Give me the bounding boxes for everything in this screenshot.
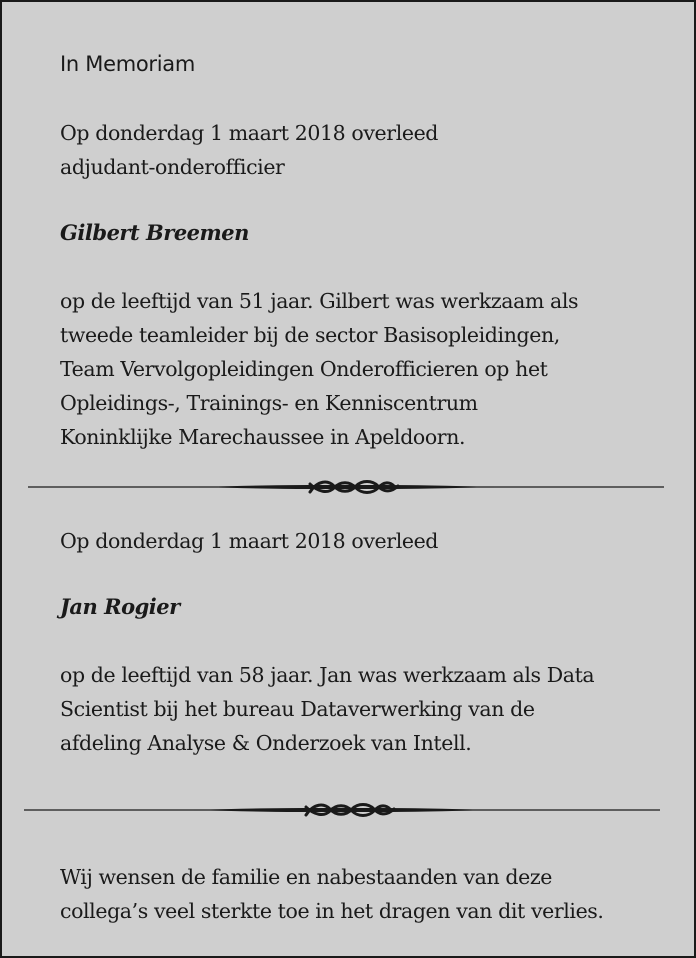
second-name: Jan Rogier bbox=[60, 594, 180, 619]
ornamental-divider bbox=[24, 799, 660, 821]
first-intro bbox=[60, 116, 680, 184]
first-body bbox=[60, 284, 680, 454]
first-body-line: Team Vervolgopleidingen Onderofficieren op het bbox=[60, 357, 548, 381]
first-name: Gilbert Breemen bbox=[60, 220, 249, 245]
second-body-line: Scientist bij het bureau Dataverwerking van de bbox=[60, 697, 535, 721]
heading: In Memoriam bbox=[60, 52, 196, 76]
first-body-line: Koninklijke Marechaussee in Apeldoorn. bbox=[60, 425, 466, 449]
second-body-line: afdeling Analyse & Onderzoek van Intell. bbox=[60, 731, 472, 755]
closing-line: Wij wensen de familie en nabestaanden van deze bbox=[60, 865, 552, 889]
first-body-line: tweede teamleider bij de sector Basisopleidingen, bbox=[60, 323, 560, 347]
first-intro-line: Op donderdag 1 maart 2018 overleed bbox=[60, 121, 439, 145]
first-body-line: Opleidings-, Trainings- en Kenniscentrum bbox=[60, 391, 478, 415]
second-intro-line: Op donderdag 1 maart 2018 overleed bbox=[60, 529, 439, 553]
second-body-line: op de leeftijd van 58 jaar. Jan was werkzaam als Data bbox=[60, 663, 595, 687]
ornamental-divider bbox=[28, 476, 664, 498]
second-body bbox=[60, 658, 680, 760]
closing-line: collega’s veel sterkte toe in het dragen van dit verlies. bbox=[60, 899, 604, 923]
second-intro bbox=[60, 524, 680, 558]
closing-message bbox=[60, 860, 680, 928]
first-intro-line: adjudant-onderofficier bbox=[60, 155, 285, 179]
first-body-line: op de leeftijd van 51 jaar. Gilbert was werkzaam als bbox=[60, 289, 579, 313]
